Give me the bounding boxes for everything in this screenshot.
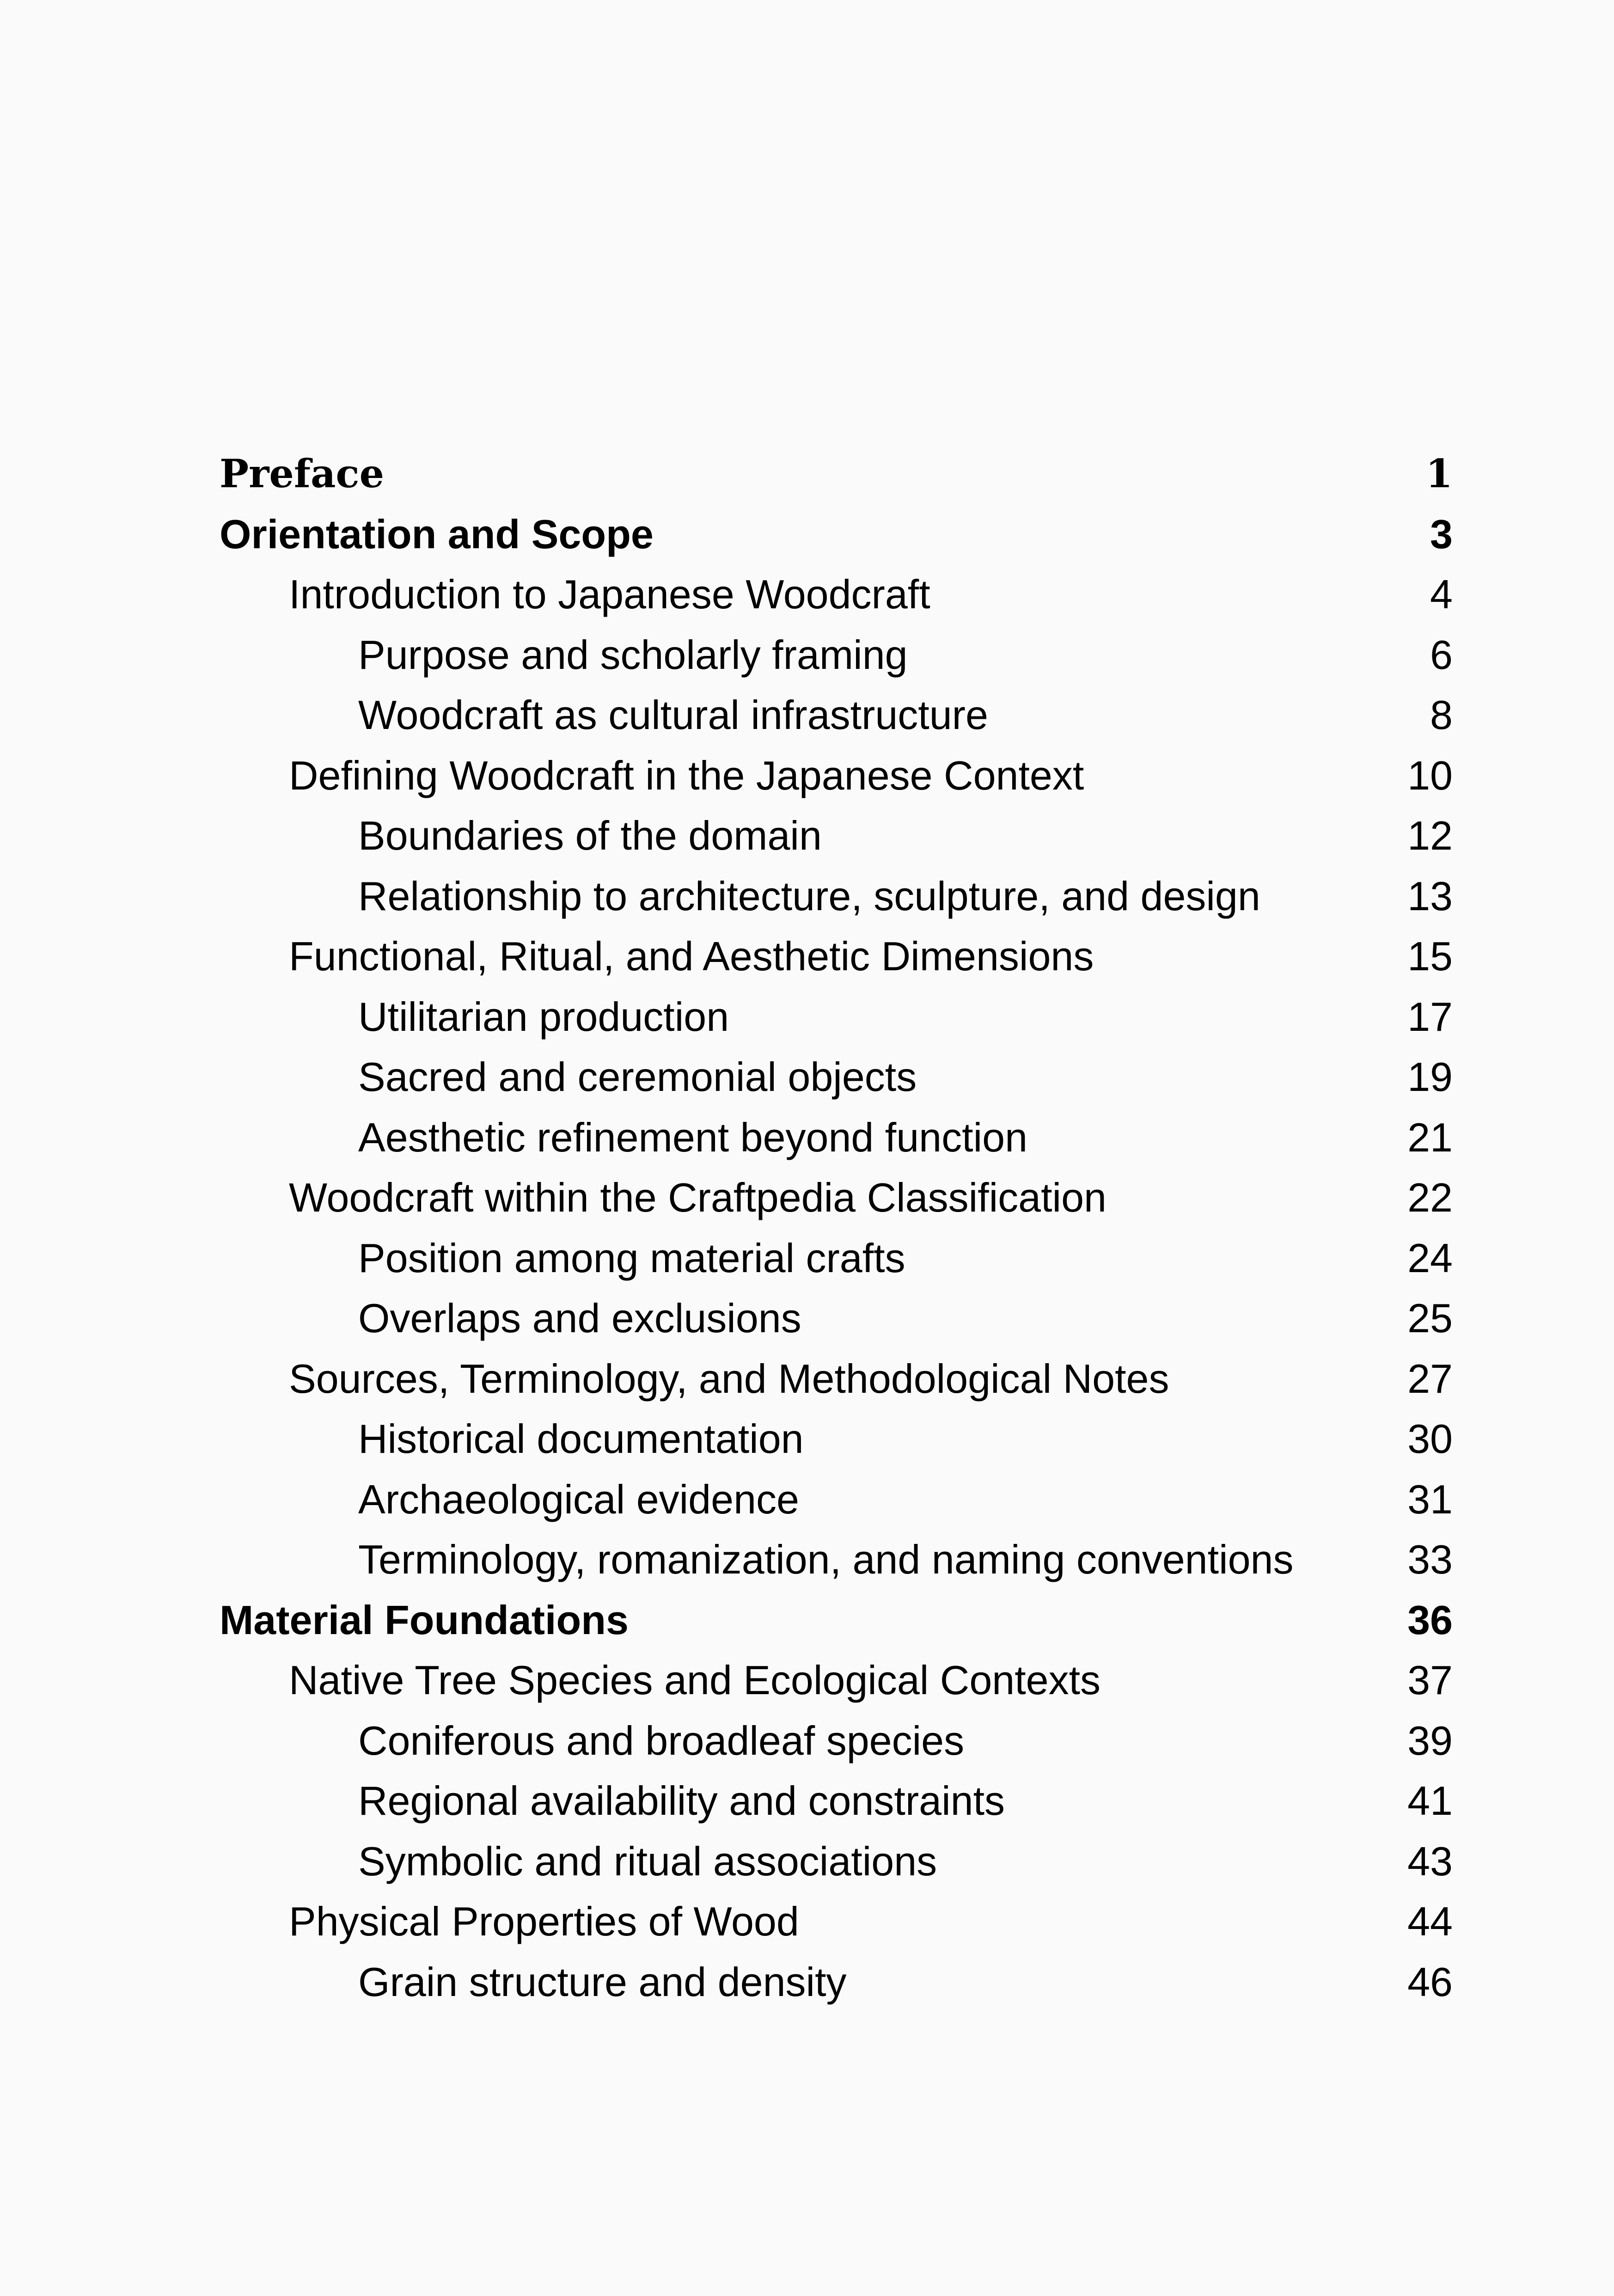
toc-entry-title: Overlaps and exclusions [358,1295,801,1341]
toc-entry-page-number: 31 [1407,1476,1453,1522]
toc-entry-page-number: 4 [1430,571,1453,617]
toc-chapter-entry[interactable] [220,746,1453,806]
toc-part-entry[interactable] [220,444,1453,504]
toc-entry-title: Woodcraft as cultural infrastructure [358,692,988,738]
toc-part-entry[interactable] [220,504,1453,565]
toc-entry-page-number: 6 [1430,631,1453,678]
toc-entry-page-number: 37 [1407,1657,1453,1703]
toc-section-entry[interactable] [220,1228,1453,1289]
table-of-contents [220,444,1453,2012]
toc-entry-title: Functional, Ritual, and Aesthetic Dimensions [289,933,1094,979]
toc-entry-page-number: 27 [1407,1355,1453,1402]
toc-entry-page-number: 41 [1407,1778,1453,1824]
toc-entry-title: Relationship to architecture, sculpture, and design [358,873,1260,919]
toc-entry-title: Sources, Terminology, and Methodological Notes [289,1355,1169,1402]
toc-entry-title: Terminology, romanization, and naming conventions [358,1537,1294,1582]
toc-entry-title: Woodcraft within the Craftpedia Classification [289,1175,1107,1220]
toc-entry-page-number: 36 [1407,1597,1453,1643]
toc-entry-title: Utilitarian production [358,993,729,1040]
toc-entry-title: Historical documentation [358,1416,804,1462]
toc-section-entry[interactable] [220,1952,1453,2013]
toc-entry-page-number: 12 [1407,813,1453,858]
toc-entry-page-number: 15 [1407,933,1453,979]
toc-entry-page-number: 21 [1407,1114,1453,1160]
toc-section-entry[interactable] [220,1530,1453,1590]
toc-entry-page-number: 17 [1407,993,1453,1040]
toc-entry-title: Regional availability and constraints [358,1778,1005,1824]
toc-entry-page-number: 43 [1407,1838,1453,1884]
toc-entry-page-number: 3 [1430,511,1453,557]
toc-chapter-entry[interactable] [220,926,1453,987]
toc-chapter-entry[interactable] [220,564,1453,625]
toc-entry-page-number: 22 [1407,1175,1453,1220]
toc-entry-page-number: 19 [1407,1054,1453,1100]
toc-entry-title: Orientation and Scope [220,511,654,557]
toc-entry-page-number: 30 [1407,1416,1453,1462]
toc-entry-page-number: 1 [1425,451,1453,496]
toc-entry-title: Material Foundations [220,1597,629,1643]
toc-entry-title: Defining Woodcraft in the Japanese Context [289,752,1084,798]
toc-entry-title: Archaeological evidence [358,1476,799,1522]
toc-entry-title: Sacred and ceremonial objects [358,1054,917,1100]
toc-entry-title: Purpose and scholarly framing [358,631,908,678]
toc-entry-title: Introduction to Japanese Woodcraft [289,571,930,617]
toc-entry-title: Grain structure and density [358,1959,847,2005]
toc-section-entry[interactable] [220,1469,1453,1530]
toc-section-entry[interactable] [220,1288,1453,1349]
toc-entry-page-number: 46 [1407,1959,1453,2005]
toc-entry-page-number: 44 [1407,1898,1453,1944]
toc-chapter-entry[interactable] [220,1650,1453,1711]
toc-section-entry[interactable] [220,1831,1453,1892]
toc-entry-page-number: 25 [1407,1295,1453,1341]
toc-entry-title: Coniferous and broadleaf species [358,1717,965,1763]
toc-section-entry[interactable] [220,1047,1453,1108]
toc-entry-title: Boundaries of the domain [358,813,822,858]
toc-entry-page-number: 39 [1407,1717,1453,1763]
toc-entry-title: Preface [220,451,385,496]
toc-entry-title: Symbolic and ritual associations [358,1838,937,1884]
toc-section-entry[interactable] [220,866,1453,927]
toc-section-entry[interactable] [220,1108,1453,1168]
toc-section-entry[interactable] [220,1771,1453,1831]
toc-entry-page-number: 33 [1407,1537,1453,1582]
toc-section-entry[interactable] [220,685,1453,746]
toc-entry-page-number: 10 [1407,752,1453,798]
toc-entry-title: Physical Properties of Wood [289,1898,799,1944]
toc-section-entry[interactable] [220,625,1453,686]
toc-section-entry[interactable] [220,806,1453,866]
toc-chapter-entry[interactable] [220,1349,1453,1409]
toc-entry-page-number: 8 [1430,692,1453,738]
toc-chapter-entry[interactable] [220,1168,1453,1228]
toc-entry-title: Position among material crafts [358,1235,905,1281]
toc-entry-page-number: 24 [1407,1235,1453,1281]
toc-entry-title: Aesthetic refinement beyond function [358,1114,1028,1160]
toc-part-entry[interactable] [220,1590,1453,1651]
toc-entry-title: Native Tree Species and Ecological Contexts [289,1657,1101,1703]
toc-section-entry[interactable] [220,1409,1453,1469]
toc-chapter-entry[interactable] [220,1892,1453,1952]
toc-section-entry[interactable] [220,987,1453,1047]
toc-section-entry[interactable] [220,1711,1453,1771]
toc-entry-page-number: 13 [1407,873,1453,919]
